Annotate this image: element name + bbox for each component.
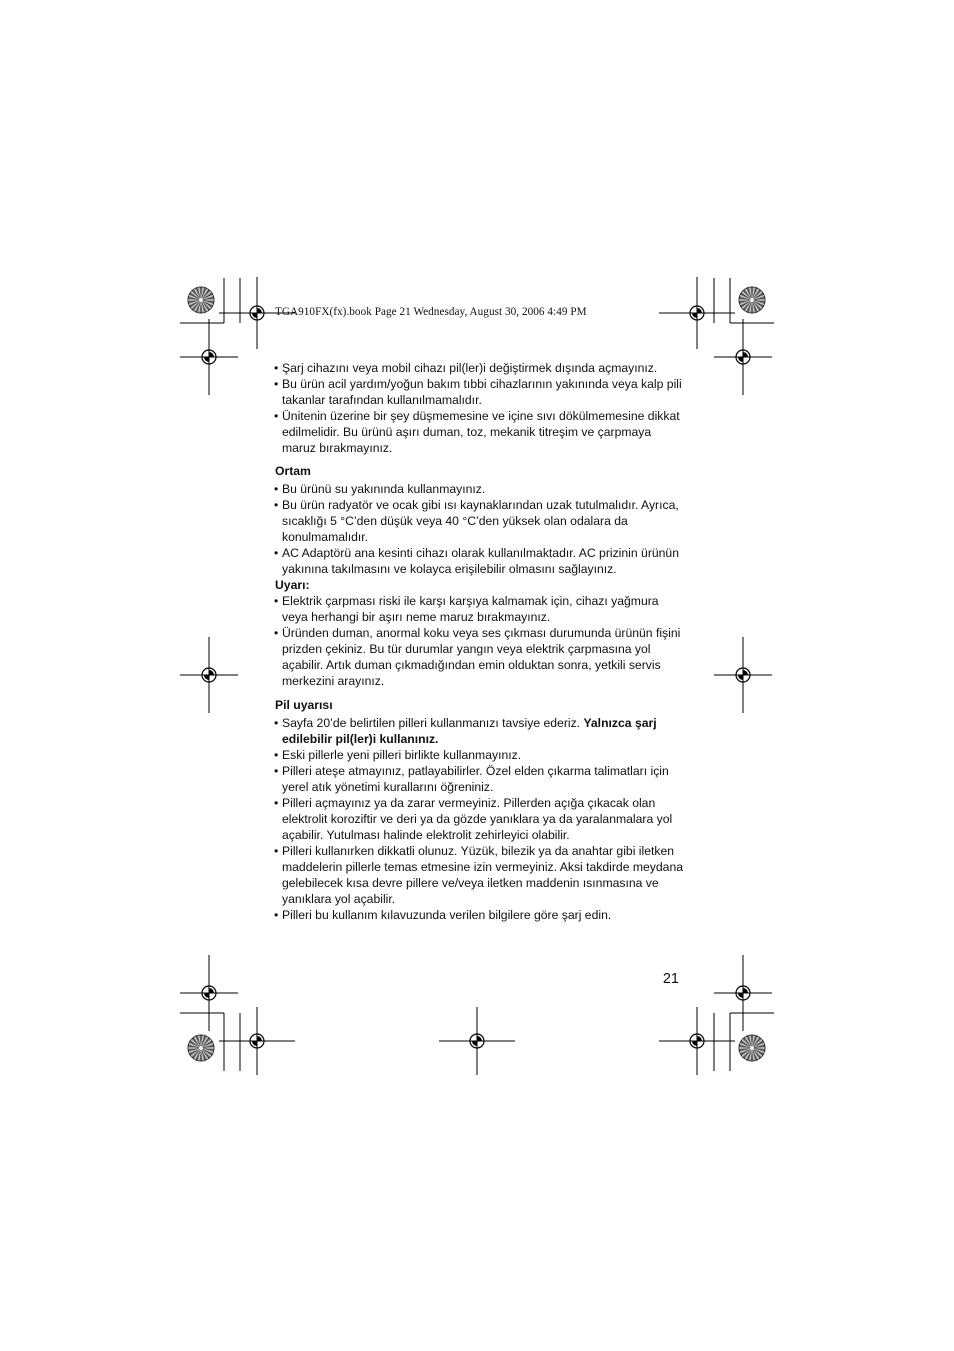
pil-list — [275, 715, 685, 923]
main-content — [275, 360, 685, 923]
starburst-target-icon — [739, 1035, 765, 1061]
registration-mark-icon — [439, 1007, 515, 1075]
registration-mark-icon — [180, 955, 238, 1031]
list-item: • Bu ürünü su yakınında kullanmayınız. — [275, 481, 685, 497]
starburst-target-icon — [188, 287, 214, 313]
section-heading-uyari: Uyarı: — [275, 578, 310, 592]
list-item: • Pilleri kullanırken dikkatli olunuz. Yüzük, bilezik ya da anahtar gibi iletken maddelerin pillerle temas etmesine izin vermeyiniz. Aksi takdirde meydana gelebilecek kısa devre pillere ve/veya iletken maddenin ısınmasına ve yanıklara yol açabilir. — [275, 843, 685, 907]
registration-mark-icon — [180, 637, 238, 713]
section-heading-pil: Pil uyarısı — [275, 698, 333, 712]
page-number: 21 — [662, 971, 679, 987]
registration-mark-icon — [219, 1007, 295, 1075]
list-item: • Eski pillerle yeni pilleri birlikte kullanmayınız. — [275, 747, 685, 763]
registration-mark-icon — [714, 637, 772, 713]
intro-list — [275, 360, 685, 456]
list-item: • Bu ürün acil yardım/yoğun bakım tıbbi cihazlarının yakınında veya kalp pili takanlar tarafından kullanılmamalıdır. — [275, 376, 685, 408]
list-item: • Üründen duman, anormal koku veya ses çıkması durumunda ürünün fişini prizden çekiniz. Bu tür durumlar yangın veya elektrik çarpmasına yol açabilir. Artık duman çıkmadığından emin olduktan sonra, yetkili servis merkezini arayınız. — [275, 625, 685, 689]
list-item: • Pilleri açmayınız ya da zarar vermeyiniz. Pillerden açığa çıkacak olan elektrolit koroziftir ve deri ya da gözde yanıklara ya da yaralanmalara yol açabilir. Yutulması halinde elektrolit zehirleyici olabilir. — [275, 795, 685, 843]
registration-mark-icon — [180, 319, 238, 395]
registration-mark-icon — [714, 319, 772, 395]
section-heading-ortam: Ortam — [275, 464, 311, 478]
registration-mark-icon — [659, 1007, 735, 1075]
registration-mark-icon — [659, 277, 735, 349]
uyari-list — [275, 593, 685, 689]
book-header-line: TGA910FX(fx).book Page 21 Wednesday, August 30, 2006 4:49 PM — [275, 306, 587, 318]
registration-mark-icon — [714, 955, 772, 1031]
list-item: • Şarj cihazını veya mobil cihazı pil(ler)i değiştirmek dışında açmayınız. — [275, 360, 685, 376]
item-text: Sayfa 20’de belirtilen pilleri kullanmanızı tavsiye ederiz. — [282, 716, 584, 730]
ortam-list — [275, 481, 685, 577]
list-item: • Ünitenin üzerine bir şey düşmemesine ve içine sıvı dökülmemesine dikkat edilmelidir. Bu ürünü aşırı duman, toz, mekanik titreşim ve çarpmaya maruz bırakmayınız. — [275, 408, 685, 456]
list-item: • Pilleri ateşe atmayınız, patlayabilirler. Özel elden çıkarma talimatları için yerel atık yönetimi kurallarını öğreniniz. — [275, 763, 685, 795]
starburst-target-icon — [739, 287, 765, 313]
list-item: • Pilleri bu kullanım kılavuzunda verilen bilgilere göre şarj edin. — [275, 907, 685, 923]
list-item: • AC Adaptörü ana kesinti cihazı olarak kullanılmaktadır. AC prizinin ürünün yakınına takılmasını ve kolayca erişilebilir olmasını sağlayınız. — [275, 545, 685, 577]
list-item — [275, 715, 685, 747]
starburst-target-icon — [188, 1035, 214, 1061]
list-item: • Bu ürün radyatör ve ocak gibi ısı kaynaklarından uzak tutulmalıdır. Ayrıca, sıcaklığı 5 °C’den düşük veya 40 °C’den yüksek olan odalara da konulmamalıdır. — [275, 497, 685, 545]
item-emphasis: Yalnızca şarj edilebilir pil(ler)i kullanınız. — [282, 716, 657, 746]
list-item: • Elektrik çarpması riski ile karşı karşıya kalmamak için, cihazı yağmura veya herhangi bir aşırı neme maruz bırakmayınız. — [275, 593, 685, 625]
